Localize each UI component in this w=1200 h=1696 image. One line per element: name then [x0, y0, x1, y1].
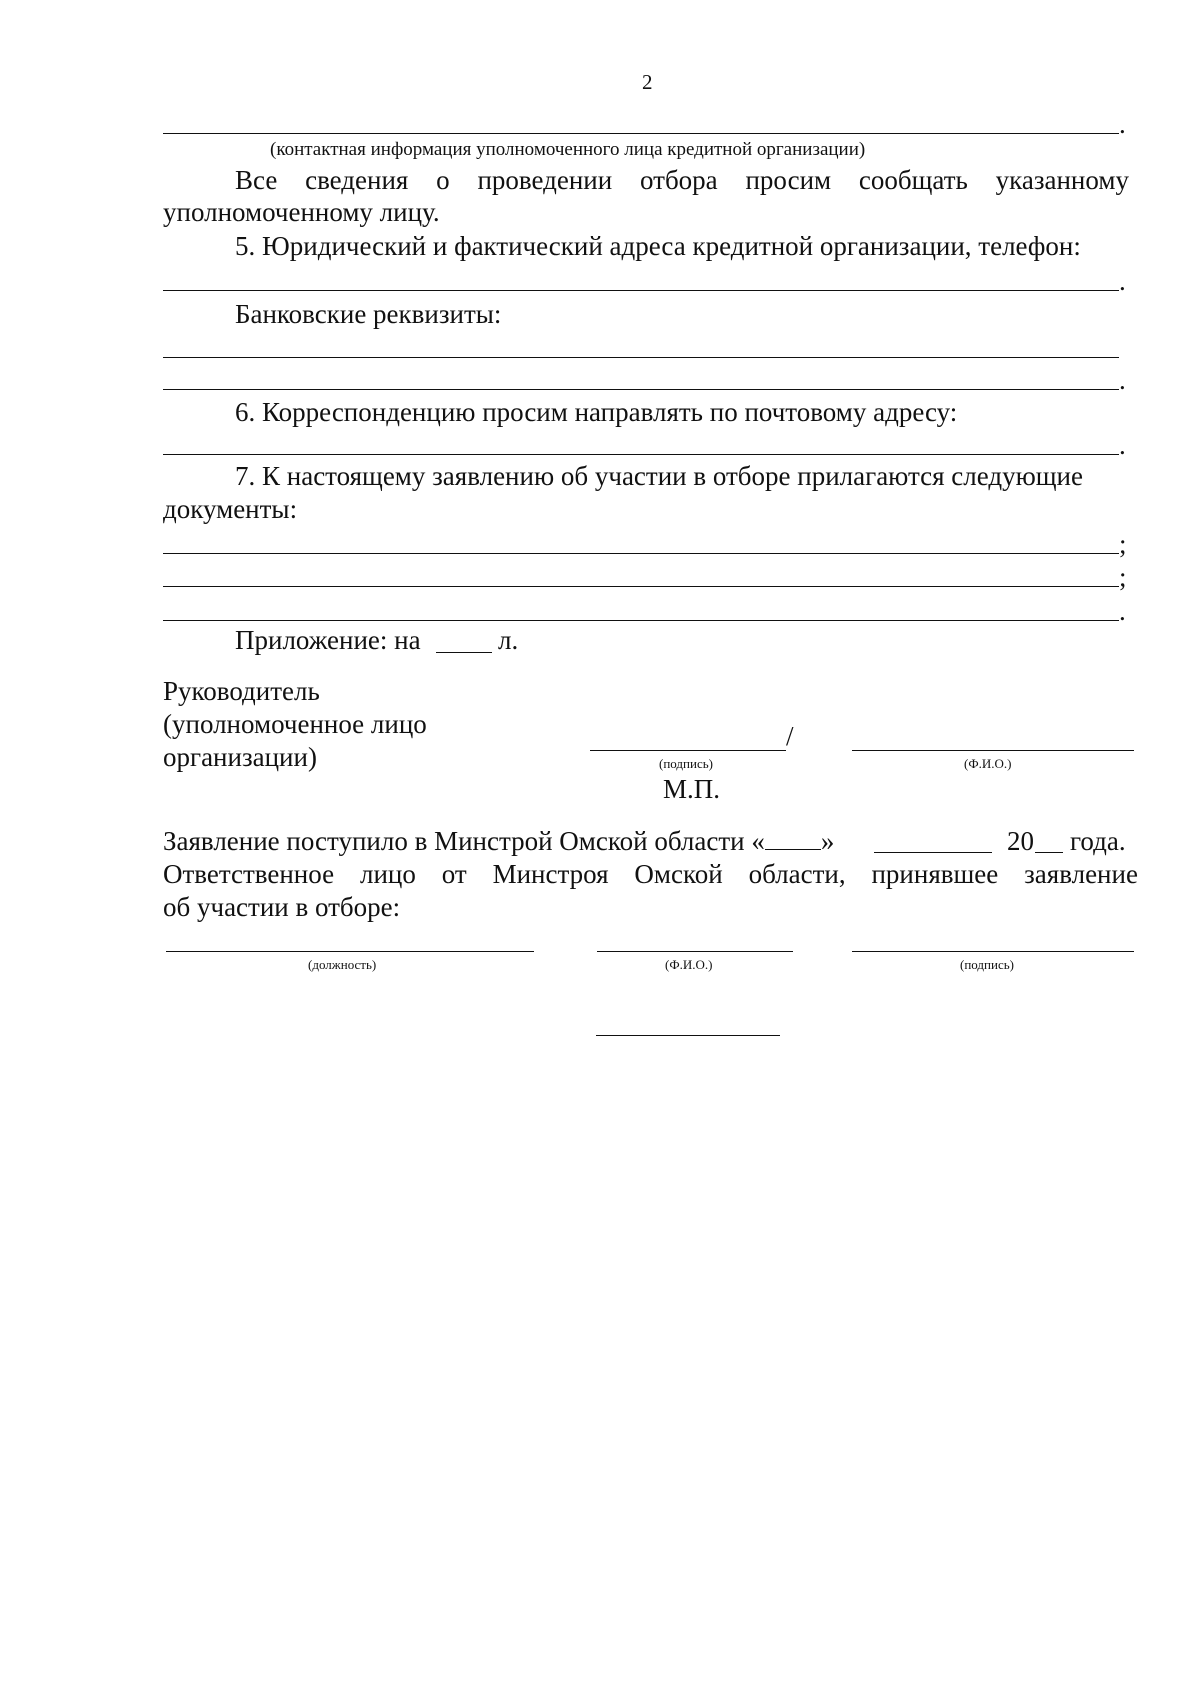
- received-day-blank: [765, 827, 821, 850]
- item-6-correspondence: 6. Корреспонденцию просим направлять по почтовому адресу:: [235, 397, 958, 427]
- line-end-period: .: [1119, 365, 1126, 395]
- notify-paragraph-line1: [235, 164, 1129, 196]
- appendix-label: Приложение: на: [235, 625, 421, 655]
- received-mid: »: [820, 826, 835, 856]
- notify-word: проведении: [477, 165, 613, 195]
- responsible-word: лицо: [359, 859, 416, 889]
- responsible-signature-caption: (подпись): [960, 957, 1014, 972]
- contact-info-caption: (контактная информация уполномоченного лица кредитной организации): [270, 139, 866, 160]
- responsible-word: принявшее: [871, 859, 999, 889]
- responsible-word: заявление: [1024, 859, 1138, 889]
- responsible-word: Омской: [634, 859, 723, 889]
- received-prefix: Заявление поступило в Минстрой Омской области «: [163, 826, 765, 856]
- responsible-word: Минстроя: [492, 859, 609, 889]
- line-end-semicolon: ;: [1119, 562, 1127, 592]
- name-caption: (Ф.И.О.): [964, 756, 1012, 771]
- responsible-word: области,: [748, 859, 846, 889]
- document-line-2: [163, 586, 1119, 587]
- notify-word: просим: [745, 165, 832, 195]
- received-year-prefix: 20: [1007, 826, 1034, 856]
- item-7-attachments-line2: документы:: [163, 494, 298, 524]
- notify-word: указанному: [995, 165, 1129, 195]
- notify-word: сообщать: [858, 165, 968, 195]
- received-month-blank: [874, 852, 992, 853]
- line-end-period: .: [1119, 266, 1126, 296]
- responsible-signature-line: [852, 951, 1134, 952]
- address-line: [163, 290, 1119, 291]
- bank-details-label: Банковские реквизиты:: [235, 299, 502, 329]
- appendix-pages-blank: [436, 652, 492, 653]
- postal-address-line: [163, 454, 1119, 455]
- responsible-line2: об участии в отборе:: [163, 892, 401, 922]
- document-line-3: [163, 620, 1119, 621]
- notify-word: сведения: [305, 165, 409, 195]
- line-end-period: .: [1119, 430, 1126, 460]
- notify-word: отбора: [640, 165, 718, 195]
- notify-word: о: [436, 165, 450, 195]
- contact-info-line: [163, 133, 1119, 134]
- page-number: 2: [642, 70, 653, 94]
- line-end-semicolon: ;: [1119, 529, 1127, 559]
- signatory-title-line1: Руководитель: [163, 676, 320, 706]
- received-year-suffix: года.: [1070, 826, 1126, 856]
- received-statement: [163, 825, 834, 857]
- notify-paragraph-line2: уполномоченному лицу.: [163, 197, 440, 227]
- signatory-title-line3: организации): [163, 742, 317, 772]
- seal-mark: М.П.: [663, 774, 721, 804]
- notify-word: Все: [235, 165, 278, 195]
- signature-line: [590, 750, 786, 751]
- bank-details-line-2: [163, 389, 1119, 390]
- responsible-line1: [163, 858, 1138, 890]
- item-5-address: 5. Юридический и фактический адреса кредитной организации, телефон:: [235, 231, 1081, 261]
- responsible-name-line: [597, 951, 793, 952]
- responsible-word: от: [441, 859, 467, 889]
- signature-caption: (подпись): [659, 756, 713, 771]
- position-caption: (должность): [308, 957, 377, 972]
- line-end-period: .: [1119, 596, 1126, 626]
- position-line: [166, 951, 534, 952]
- signatory-title-line2: (уполномоченное лицо: [163, 709, 427, 739]
- signature-slash: /: [786, 721, 794, 751]
- responsible-name-caption: (Ф.И.О.): [665, 957, 713, 972]
- line-end-period: .: [1119, 109, 1126, 139]
- bank-details-line-1: [163, 357, 1119, 358]
- closing-separator: [596, 1035, 780, 1036]
- document-line-1: [163, 553, 1119, 554]
- responsible-word: Ответственное: [163, 859, 335, 889]
- signatory-name-line: [852, 750, 1134, 751]
- appendix-suffix: л.: [498, 625, 519, 655]
- item-7-attachments-line1: 7. К настоящему заявлению об участии в отборе прилагаются следующие: [235, 461, 1083, 491]
- received-year-blank: [1035, 852, 1063, 853]
